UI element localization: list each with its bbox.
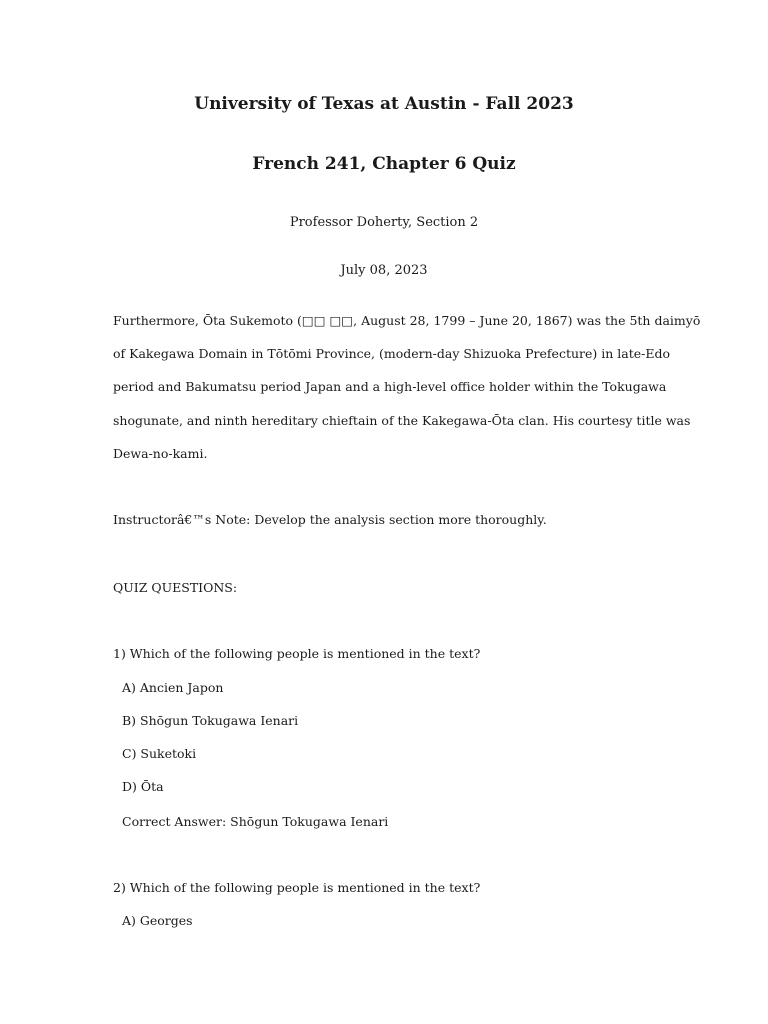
document-title-quiz: French 241, Chapter 6 Quiz [252, 154, 516, 174]
answer-option: D) Ōta [122, 779, 164, 794]
body-line: of Kakegawa Domain in Tōtōmi Province, (modern-day Shizuoka Prefecture) in late-Edo [113, 346, 671, 361]
body-line: shogunate, and ninth hereditary chieftain of the Kakegawa-Ōta clan. His courtesy title was [113, 413, 691, 428]
quiz-heading: QUIZ QUESTIONS: [113, 580, 238, 595]
body-line: period and Bakumatsu period Japan and a high-level office holder within the Tokugawa [113, 379, 667, 394]
correct-answer: Correct Answer: Shōgun Tokugawa Ienari [122, 814, 389, 829]
instructor-note: Instructorâ€™s Note: Develop the analysis section more thoroughly. [113, 512, 547, 527]
body-line: Dewa-no-kami. [113, 446, 208, 461]
answer-option: A) Ancien Japon [122, 680, 224, 695]
document-date: July 08, 2023 [340, 263, 428, 278]
answer-option: A) Georges [122, 913, 193, 928]
body-line: Furthermore, Ōta Sukemoto (□□ □□, August 28, 1799 – June 20, 1867) was the 5th daimyō [113, 313, 701, 328]
instructor-section-line: Professor Doherty, Section 2 [289, 215, 479, 230]
question-prompt: 2) Which of the following people is mentioned in the text? [113, 880, 481, 895]
question-prompt: 1) Which of the following people is mentioned in the text? [113, 646, 481, 661]
answer-option: C) Suketoki [122, 746, 197, 761]
answer-option: B) Shōgun Tokugawa Ienari [122, 713, 299, 728]
document-title-institution: University of Texas at Austin - Fall 2023 [194, 94, 574, 114]
